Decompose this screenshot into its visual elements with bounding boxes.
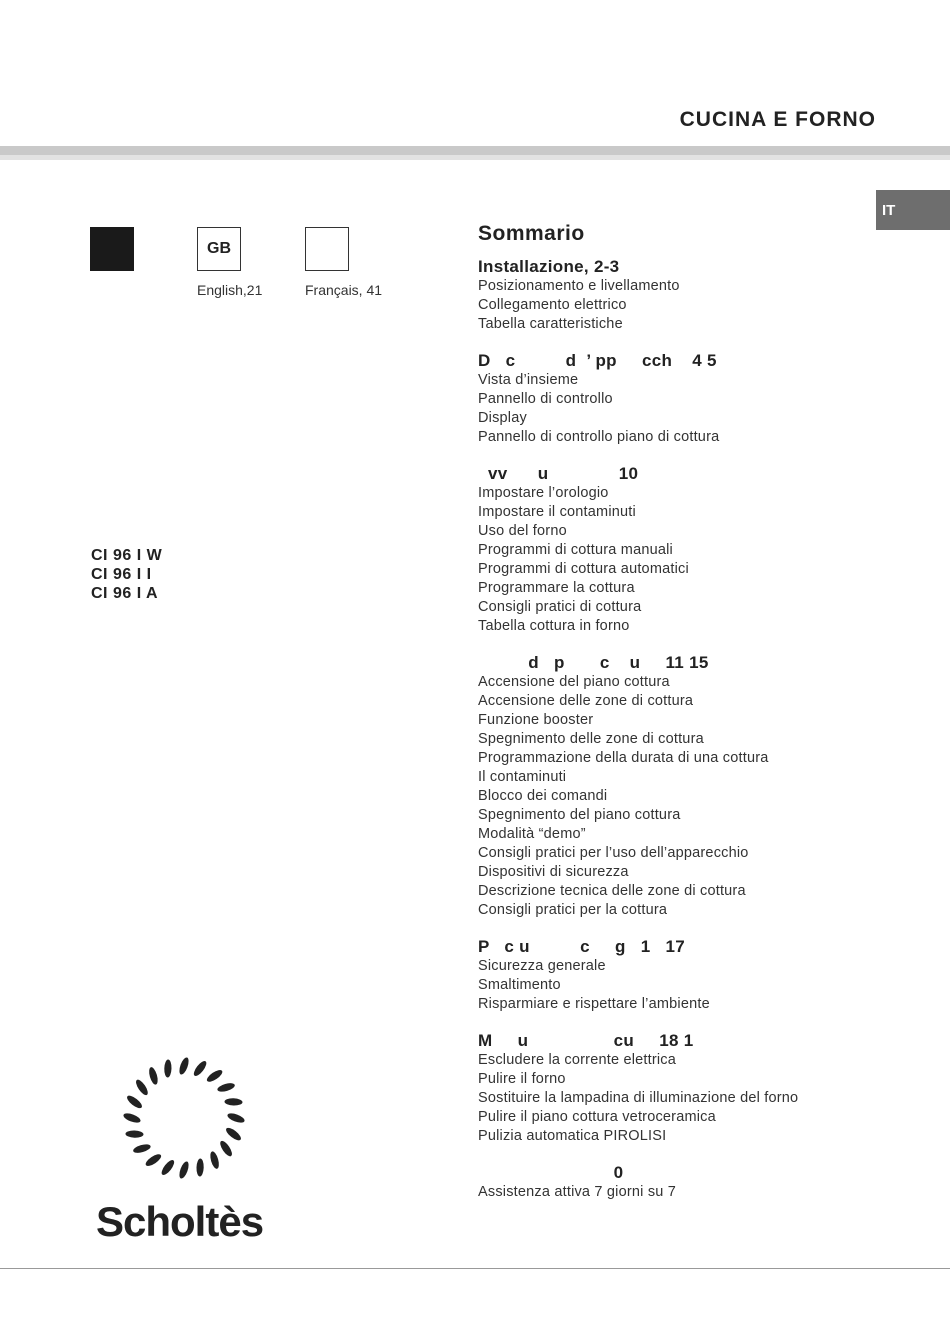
model-code: CI 96 I W bbox=[91, 547, 163, 564]
toc-section-heading[interactable]: Installazione, 2-3 bbox=[478, 257, 620, 276]
sun-ray bbox=[164, 1059, 172, 1077]
toc-item[interactable]: Escludere la corrente elettrica bbox=[478, 1052, 677, 1068]
toc-item[interactable]: Consigli pratici di cottura bbox=[478, 599, 642, 615]
sun-ray bbox=[192, 1059, 209, 1078]
toc-item[interactable]: Smaltimento bbox=[478, 977, 561, 993]
toc-item[interactable]: Blocco dei comandi bbox=[478, 788, 608, 804]
model-code: CI 96 I I bbox=[91, 566, 152, 583]
toc-item[interactable]: Tabella caratteristiche bbox=[478, 316, 623, 332]
toc-item[interactable]: Programmazione della durata di una cottura bbox=[478, 750, 769, 766]
toc-item[interactable]: Spegnimento del piano cottura bbox=[478, 807, 681, 823]
toc-item[interactable]: Collegamento elettrico bbox=[478, 297, 627, 313]
toc-item[interactable]: Pannello di controllo piano di cottura bbox=[478, 429, 720, 445]
sun-ray bbox=[216, 1081, 235, 1093]
sun-ray bbox=[122, 1112, 141, 1125]
toc-item[interactable]: Programmi di cottura automatici bbox=[478, 561, 689, 577]
language-label-french: Français, 41 bbox=[305, 282, 383, 298]
toc-item[interactable]: Il contaminuti bbox=[478, 769, 567, 785]
toc-section-heading[interactable]: d p c u 11 15 bbox=[478, 653, 709, 672]
toc-item[interactable]: Tabella cottura in forno bbox=[478, 618, 630, 634]
toc-item[interactable]: Descrizione tecnica delle zone di cottura bbox=[478, 883, 746, 899]
toc-item[interactable]: Display bbox=[478, 410, 527, 426]
model-list bbox=[91, 546, 162, 603]
toc-section-heading[interactable]: P c u c g 1 17 bbox=[478, 937, 686, 956]
toc-section bbox=[478, 936, 918, 1014]
sun-ray bbox=[178, 1160, 191, 1179]
language-box-selected[interactable] bbox=[90, 227, 134, 271]
toc-item[interactable]: Pulizia automatica PIROLISI bbox=[478, 1128, 667, 1144]
sun-ray bbox=[226, 1112, 245, 1125]
sun-ray bbox=[224, 1126, 243, 1143]
toc-section-heading[interactable]: 0 bbox=[478, 1163, 624, 1182]
sun-ray bbox=[178, 1056, 191, 1075]
sun-logo-icon bbox=[92, 1050, 278, 1250]
header-band bbox=[0, 146, 950, 160]
toc-item[interactable]: Sicurezza generale bbox=[478, 958, 606, 974]
table-of-contents bbox=[478, 222, 918, 1218]
toc-item[interactable]: Pulire il forno bbox=[478, 1071, 566, 1087]
sun-ray bbox=[132, 1143, 151, 1155]
toc-section-heading[interactable]: vv u 10 bbox=[478, 464, 639, 483]
toc-item[interactable]: Programmi di cottura manuali bbox=[478, 542, 673, 558]
toc-section bbox=[478, 256, 918, 334]
toc-item[interactable]: Accensione delle zone di cottura bbox=[478, 693, 694, 709]
toc-item[interactable]: Impostare il contaminuti bbox=[478, 504, 636, 520]
sun-ray bbox=[125, 1130, 143, 1138]
toc-item[interactable]: Programmare la cottura bbox=[478, 580, 635, 596]
language-tab: IT bbox=[876, 190, 950, 230]
toc-item[interactable]: Modalità “demo” bbox=[478, 826, 586, 842]
sun-ray bbox=[160, 1158, 177, 1177]
sun-ray bbox=[125, 1094, 144, 1111]
toc-item[interactable]: Posizionamento e livellamento bbox=[478, 278, 680, 294]
language-box-fr[interactable] bbox=[305, 227, 349, 271]
sun-ray bbox=[218, 1139, 234, 1158]
toc-item[interactable]: Consigli pratici per la cottura bbox=[478, 902, 668, 918]
brand-logo bbox=[92, 1050, 278, 1250]
sun-ray bbox=[196, 1158, 204, 1176]
toc-section-heading[interactable]: D c d ’ pp cch 4 5 bbox=[478, 351, 717, 370]
toc-item[interactable]: Impostare l’orologio bbox=[478, 485, 609, 501]
bottom-divider bbox=[0, 1268, 950, 1269]
toc-item[interactable]: Assistenza attiva 7 giorni su 7 bbox=[478, 1184, 677, 1200]
sun-ray bbox=[224, 1098, 242, 1106]
toc-item[interactable]: Funzione booster bbox=[478, 712, 594, 728]
toc-item[interactable]: Consigli pratici per l’uso dell’apparecchio bbox=[478, 845, 749, 861]
toc-section bbox=[478, 350, 918, 447]
toc-section bbox=[478, 1162, 918, 1202]
language-box-gb[interactable]: GB bbox=[197, 227, 241, 271]
model-code: CI 96 I A bbox=[91, 585, 159, 602]
toc-title: Sommario bbox=[478, 222, 585, 245]
toc-item[interactable]: Spegnimento delle zone di cottura bbox=[478, 731, 704, 747]
language-label-english: English,21 bbox=[197, 282, 263, 298]
toc-item[interactable]: Sostituire la lampadina di illuminazione del forno bbox=[478, 1090, 799, 1106]
sun-ray bbox=[144, 1152, 163, 1168]
toc-section-heading[interactable]: M u cu 18 1 bbox=[478, 1031, 694, 1050]
toc-section bbox=[478, 1030, 918, 1146]
toc-section bbox=[478, 463, 918, 636]
sun-ray bbox=[134, 1078, 150, 1097]
sun-ray bbox=[147, 1066, 159, 1085]
sun-ray bbox=[209, 1150, 221, 1169]
page-title: CUCINA E FORNO bbox=[679, 108, 876, 131]
toc-item[interactable]: Dispositivi di sicurezza bbox=[478, 864, 629, 880]
toc-item[interactable]: Uso del forno bbox=[478, 523, 567, 539]
toc-section bbox=[478, 652, 918, 920]
brand-wordmark: Scholtès bbox=[96, 1198, 264, 1245]
toc-item[interactable]: Accensione del piano cottura bbox=[478, 674, 670, 690]
toc-item[interactable]: Pannello di controllo bbox=[478, 391, 613, 407]
sun-ray bbox=[205, 1068, 224, 1084]
toc-item[interactable]: Pulire il piano cottura vetroceramica bbox=[478, 1109, 716, 1125]
toc-item[interactable]: Vista d’insieme bbox=[478, 372, 579, 388]
toc-item[interactable]: Risparmiare e rispettare l’ambiente bbox=[478, 996, 710, 1012]
